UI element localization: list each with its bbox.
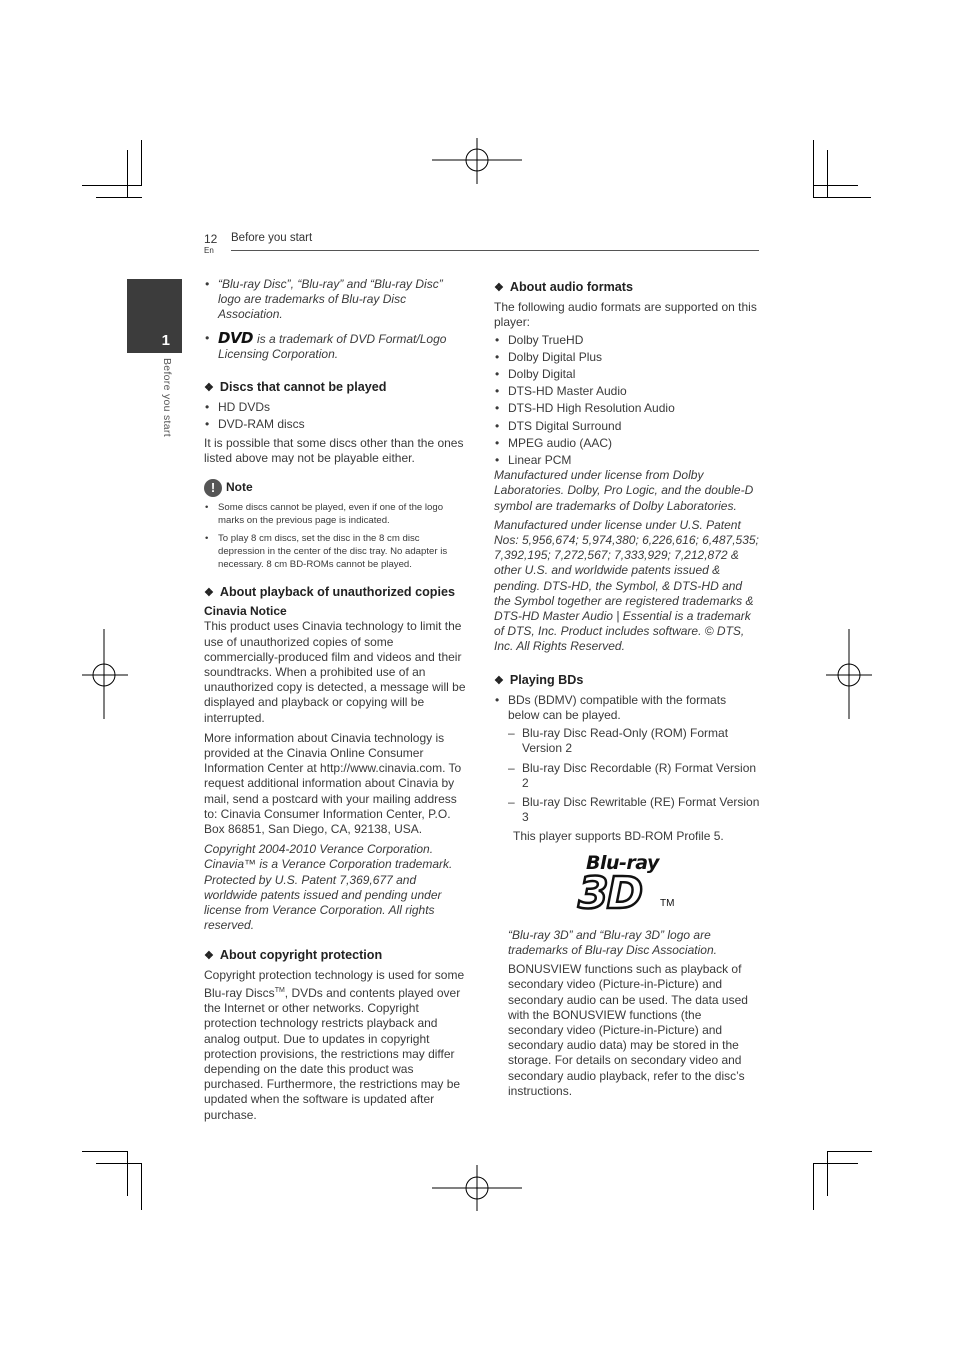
audio-intro: The following audio formats are supported on this player:	[494, 300, 757, 330]
heading-text: About playback of unauthorized copies	[219, 585, 455, 600]
language-code: En	[204, 246, 214, 255]
heading-text: About copyright protection	[219, 947, 383, 962]
heading-discs-cannot-play	[204, 380, 468, 396]
diamond-icon: ❖	[204, 949, 214, 962]
cinavia-paragraph-1: This product uses Cinavia technology to limit the use of unauthorized copies of some commercially-produced film and videos and their soundtracks. When a prohibited use of an unauthorized copy is detected, a message will be displayed and playback or copying will be interrupted.	[204, 619, 466, 725]
list-item: – Blu-ray Disc Recordable (R) Format Version 2	[508, 761, 760, 791]
list-item: • MPEG audio (AAC)	[494, 436, 760, 451]
heading-text: About audio formats	[509, 280, 634, 294]
registration-mark-bottom	[432, 1165, 522, 1211]
heading-unauthorized-copies	[204, 585, 468, 601]
diamond-icon: ❖	[494, 282, 504, 294]
chapter-number: 1	[161, 332, 170, 349]
trademark-text: “Blu-ray Disc”, “Blu-ray” and “Blu-ray Disc” logo are trademarks of Blu-ray Disc Association.	[218, 277, 443, 322]
tm-mark: TM	[274, 986, 285, 994]
blu-ray-3d-logo	[494, 851, 760, 928]
cinavia-paragraph-2: More information about Cinavia technology is provided at the Cinavia Online Consumer Information Center at http://www.cinavia.com. To request additional information about Cinavia by mail, send a postcard with your mailing address to: Cinavia Consumer Information Center, P.O. Box 86851, San Diego, CA, 92138, USA.	[204, 730, 462, 837]
registration-mark-right	[826, 629, 872, 719]
list-item: • DTS-HD High Resolution Audio	[494, 401, 760, 416]
cinavia-title: Cinavia Notice	[204, 604, 287, 619]
chapter-side-label: Before you start	[161, 358, 173, 437]
note-title	[204, 479, 468, 497]
diamond-icon: ❖	[204, 587, 214, 600]
list-item	[204, 328, 468, 362]
exclamation-icon: !	[204, 479, 222, 497]
heading-text: Discs that cannot be played	[219, 380, 387, 395]
list-item: • Dolby Digital	[494, 367, 760, 382]
copyright-text-a: Copyright protection technology is used for some Blu-ray Discs	[204, 967, 465, 1000]
heading-copyright-protection	[204, 948, 468, 964]
discs-paragraph: It is possible that some discs other than the ones listed above may not be playable either.	[204, 435, 464, 465]
list-item: • DVD-RAM discs	[204, 417, 468, 432]
header-rule	[231, 250, 759, 251]
list-item: • BDs (BDMV) compatible with the formats below can be played.	[494, 693, 760, 723]
discs-list	[204, 400, 468, 432]
list-item: • HD DVDs	[204, 400, 468, 415]
bonusview-paragraph: BONUSVIEW functions such as playback of secondary video (Picture-in-Picture) and secondary audio can be used. The data used with the BONUSVIEW functions (the secondary video (Picture-in-Picture) and secondary audio data) may be stored in the storage. For details on secondary video and secondary audio playback, refer to the disc’s instructions.	[508, 962, 748, 1098]
dolby-notice: Manufactured under license from Dolby Laboratories. Dolby, Pro Logic, and the double-D symbol are trademarks of Dolby Laboratories.	[494, 468, 754, 513]
list-item	[204, 277, 468, 323]
cinavia-copyright: Copyright 2004-2010 Verance Corporation. Cinavia™ is a Verance Corporation trademark. Protected by U.S. Patent 7,369,677 and worldwide patents issued and pending under license from Verance Corporation. All rights reserved.	[204, 842, 453, 933]
diamond-icon: ❖	[204, 382, 214, 395]
copyright-text-b: , DVDs and contents played over the Internet or other networks. Copyright protection technology restricts playback and analog output. Due to updates in copyright protection provisions, the restrictions may differ depending on the date this product was purchased. Furthermore, the restrictions may be updated when the software is updated after purchase.	[204, 985, 461, 1122]
list-item: • Dolby Digital Plus	[494, 350, 760, 365]
bd-profile: This player supports BD-ROM Profile 5.	[513, 828, 724, 843]
list-item: • Some discs cannot be played, even if one of the logo marks on the previous page is indicated.	[204, 501, 468, 527]
logo-blu-ray-text: Blu-ray	[586, 851, 659, 874]
logo-caption: “Blu-ray 3D” and “Blu-ray 3D” logo are trademarks of Blu-ray Disc Association.	[508, 927, 717, 957]
dvd-logo: DVD	[218, 328, 254, 347]
bd-list	[494, 693, 760, 723]
list-item: • To play 8 cm discs, set the disc in the 8 cm disc depression in the center of the disc tray. No adapter is necessary. 8 cm BD-ROMs cannot be played.	[204, 532, 468, 571]
right-column	[494, 280, 760, 1099]
list-item: • DTS-HD Master Audio	[494, 384, 760, 399]
chapter-tab	[127, 279, 182, 353]
registration-mark-left	[82, 629, 128, 719]
list-item: – Blu-ray Disc Read-Only (ROM) Format Version 2	[508, 726, 760, 756]
list-item: • Linear PCM	[494, 453, 760, 468]
section-title: Before you start	[231, 232, 313, 244]
list-item: – Blu-ray Disc Rewritable (RE) Format Version 3	[508, 795, 760, 825]
trademark-list	[204, 277, 468, 362]
page-number: 12	[204, 232, 218, 246]
copyright-paragraph	[204, 968, 468, 1123]
list-item: • DTS Digital Surround	[494, 419, 760, 434]
registration-mark-top	[432, 138, 522, 184]
dts-notice: Manufactured under license under U.S. Patent Nos: 5,956,674; 5,974,380; 6,226,616; 6,487,535; 7,392,195; 7,272,567; 7,333,929; 7,212,872 & other U.S. and worldwide patents issued & pending. DTS-HD, the Symbol, & DTS-HD and the Symbol together are registered trademarks & DTS-HD Master Audio | Essential is a trademark of DTS, Inc. Product includes software. © DTS, Inc. All Rights Reserved.	[494, 517, 759, 654]
note-list	[204, 501, 468, 571]
list-item: • Dolby TrueHD	[494, 333, 760, 348]
audio-format-list	[494, 333, 760, 469]
bd-format-list	[508, 726, 760, 825]
logo-tm: TM	[660, 897, 675, 909]
diamond-icon: ❖	[494, 674, 504, 687]
heading-playing-bds	[494, 673, 760, 689]
note-label: Note	[226, 480, 253, 495]
logo-3d-text: 3D	[578, 867, 642, 919]
heading-audio-formats	[494, 280, 760, 296]
trademark-text: is a trademark of DVD Format/Logo Licensing Corporation.	[218, 331, 447, 361]
heading-text: Playing BDs	[509, 672, 584, 687]
left-column	[204, 277, 468, 1123]
